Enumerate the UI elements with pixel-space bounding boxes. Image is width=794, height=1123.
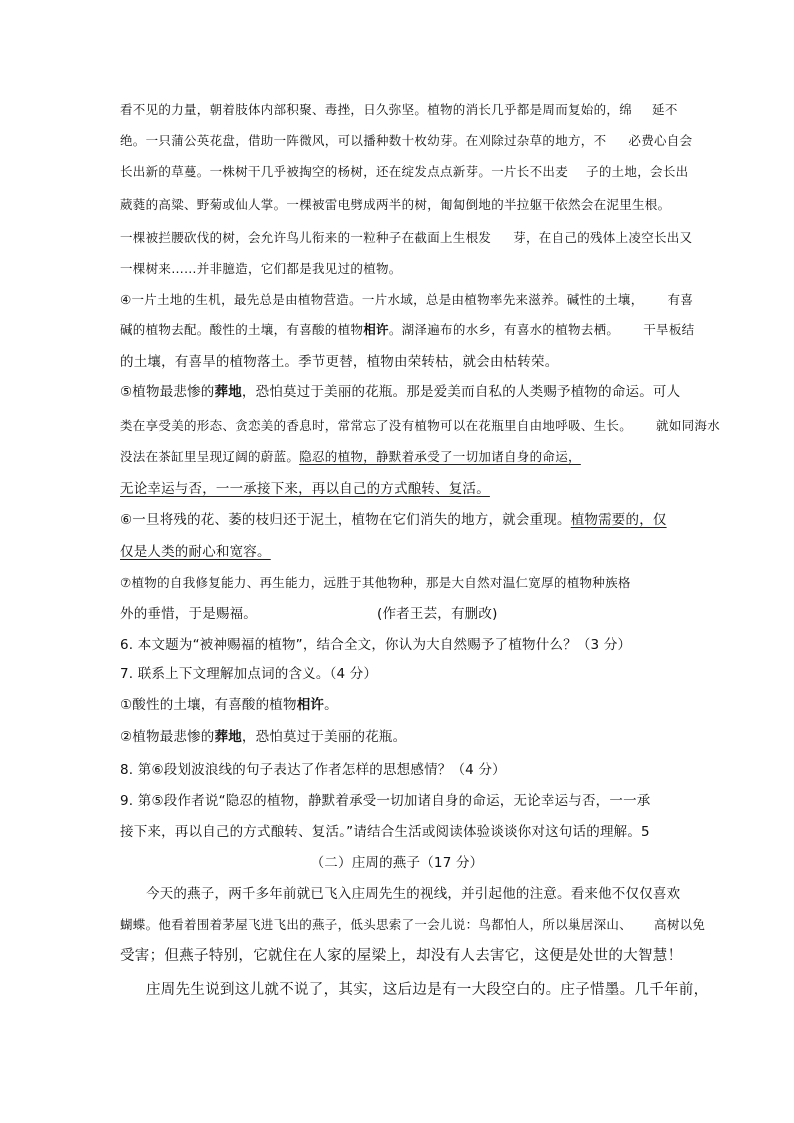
wavy-line-sentence-part-1: 植物需要的，仅 bbox=[570, 512, 667, 528]
p5-line-4 bbox=[120, 479, 490, 499]
question-7-item-1: ①酸性的土壤，有喜酸的植物相许。 bbox=[120, 697, 338, 713]
question-8: 8. 第⑥段划波浪线的句子表达了作者怎样的思想感情？（4 分） bbox=[120, 762, 506, 778]
p6-line-1: ⑥一旦将残的花、萎的枝归还于泥土，植物在它们消失的地方，就会重现。植物需要的，仅 bbox=[120, 512, 667, 528]
author-credit: (作者王芸，有删改) bbox=[377, 606, 498, 622]
dotted-word-xiangxu: 相许 bbox=[363, 322, 389, 337]
p5-line-1: ⑤植物最悲惨的葬地，恐怕莫过于美丽的花瓶。那是爱美而自私的人类赐予植物的命运。可人 bbox=[120, 384, 681, 400]
p3-line-6: 一棵树来……并非臆造，它们都是我见过的植物。 bbox=[120, 261, 402, 276]
section-2-line-4: 庄周先生说到这儿就不说了，其实，这后边是有一大段空白的。庄子惜墨。几千年前， bbox=[146, 982, 709, 998]
p7-line-1: ⑦植物的自我修复能力、再生能力，远胜于其他物种，那是大自然对温仁宽厚的植物种族格 bbox=[120, 575, 631, 590]
p4-line-2: 碱的植物去配。酸性的土壤，有喜酸的植物相许。湖泽遍布的水乡，有喜水的植物去栖。 干旱板结 bbox=[120, 322, 695, 337]
section-2-title: （二）庄周的燕子（17 分） bbox=[310, 855, 484, 871]
question-9-line-1: 9. 第⑤段作者说“隐忍的植物，静默着承受一切加诸自身的命运，无论幸运与否，一一承 bbox=[120, 793, 651, 809]
question-7: 7. 联系上下文理解加点词的含义。（4 分） bbox=[120, 666, 378, 682]
question-6: 6. 本文题为“被神赐福的植物”，结合全文，你认为大自然赐予了植物什么？（3 分） bbox=[120, 637, 632, 653]
p6-line-2 bbox=[120, 542, 271, 562]
p7-line-2: 外的垂惜，于是赐福。 (作者王芸，有删改) bbox=[120, 606, 498, 622]
section-2-line-2: 蝴蝶。他看着围着茅屋飞进飞出的燕子，低头思索了一会儿说：鸟都怕人，所以巢居深山、 高树以免 bbox=[120, 917, 706, 932]
p3-line-4: 葳蕤的高粱、野菊或仙人掌。一棵被雷电劈成两半的树，匍匐倒地的半拉躯干依然会在泥里生根。 bbox=[120, 197, 671, 212]
underlined-sentence-part-2: 无论幸运与否，一一承接下来，再以自己的方式酿转、复活。 bbox=[120, 481, 490, 497]
section-2-line-3: 受害；但燕子特别，它就住在人家的屋梁上，却没有人去害它，这便是处世的大智慧！ bbox=[120, 948, 683, 964]
question-7-item-2: ②植物最悲惨的葬地，恐怕莫过于美丽的花瓶。 bbox=[120, 729, 407, 745]
section-2-line-1: 今天的燕子，两千多年前就已飞入庄周先生的视线，并引起他的注意。看来他不仅仅喜欢 bbox=[146, 886, 681, 902]
dotted-word-zangdi: 葬地 bbox=[214, 384, 242, 400]
underlined-sentence-part-1: 隐忍的植物，静默着承受了一切加诸自身的命运， bbox=[299, 449, 581, 464]
p4-line-1: ④一片土地的生机，最先总是由植物营造。一片水域，总是由植物率先来滋养。碱性的土壤， 有喜 bbox=[120, 292, 694, 307]
p3-line-3: 长出新的草蔓。一株树干几乎被掏空的杨树，还在绽发点点新芽。一片长不出麦 子的土地，会长出 bbox=[120, 164, 689, 179]
p5-line-2: 类在享受美的形态、贪恋美的香息时，常常忘了没有植物可以在花瓶里自由地呼吸、生长。 就如同海水 bbox=[120, 418, 721, 433]
p3-line-1: 看不见的力量，朝着肢体内部积聚、毒挫，日久弥坚。植物的消长几乎都是周而复始的，绵 延不 bbox=[120, 102, 678, 117]
p5-line-3: 没法在茶缸里呈现辽阔的蔚蓝。隐忍的植物，静默着承受了一切加诸自身的命运， bbox=[120, 449, 581, 464]
question-9-line-2: 接下来，再以自己的方式酿转、复活。”请结合生活或阅读体验谈谈你对这句话的理解。5 bbox=[120, 824, 650, 840]
p3-line-2: 绝。一只蒲公英花盘，借助一阵微风，可以播种数十枚幼芽。在刈除过杂草的地方，不 必费心自会 bbox=[120, 133, 693, 148]
wavy-line-sentence-part-2: 仅是人类的耐心和宽容。 bbox=[120, 544, 271, 560]
p4-line-3: 的土壤，有喜旱的植物落土。季节更替，植物由荣转枯，就会由枯转荣。 bbox=[120, 354, 559, 370]
p3-line-5: 一棵被拦腰砍伐的树，会允许鸟儿衔来的一粒种子在截面上生根发 芽，在自己的残体上凌空长出又 bbox=[120, 230, 693, 245]
